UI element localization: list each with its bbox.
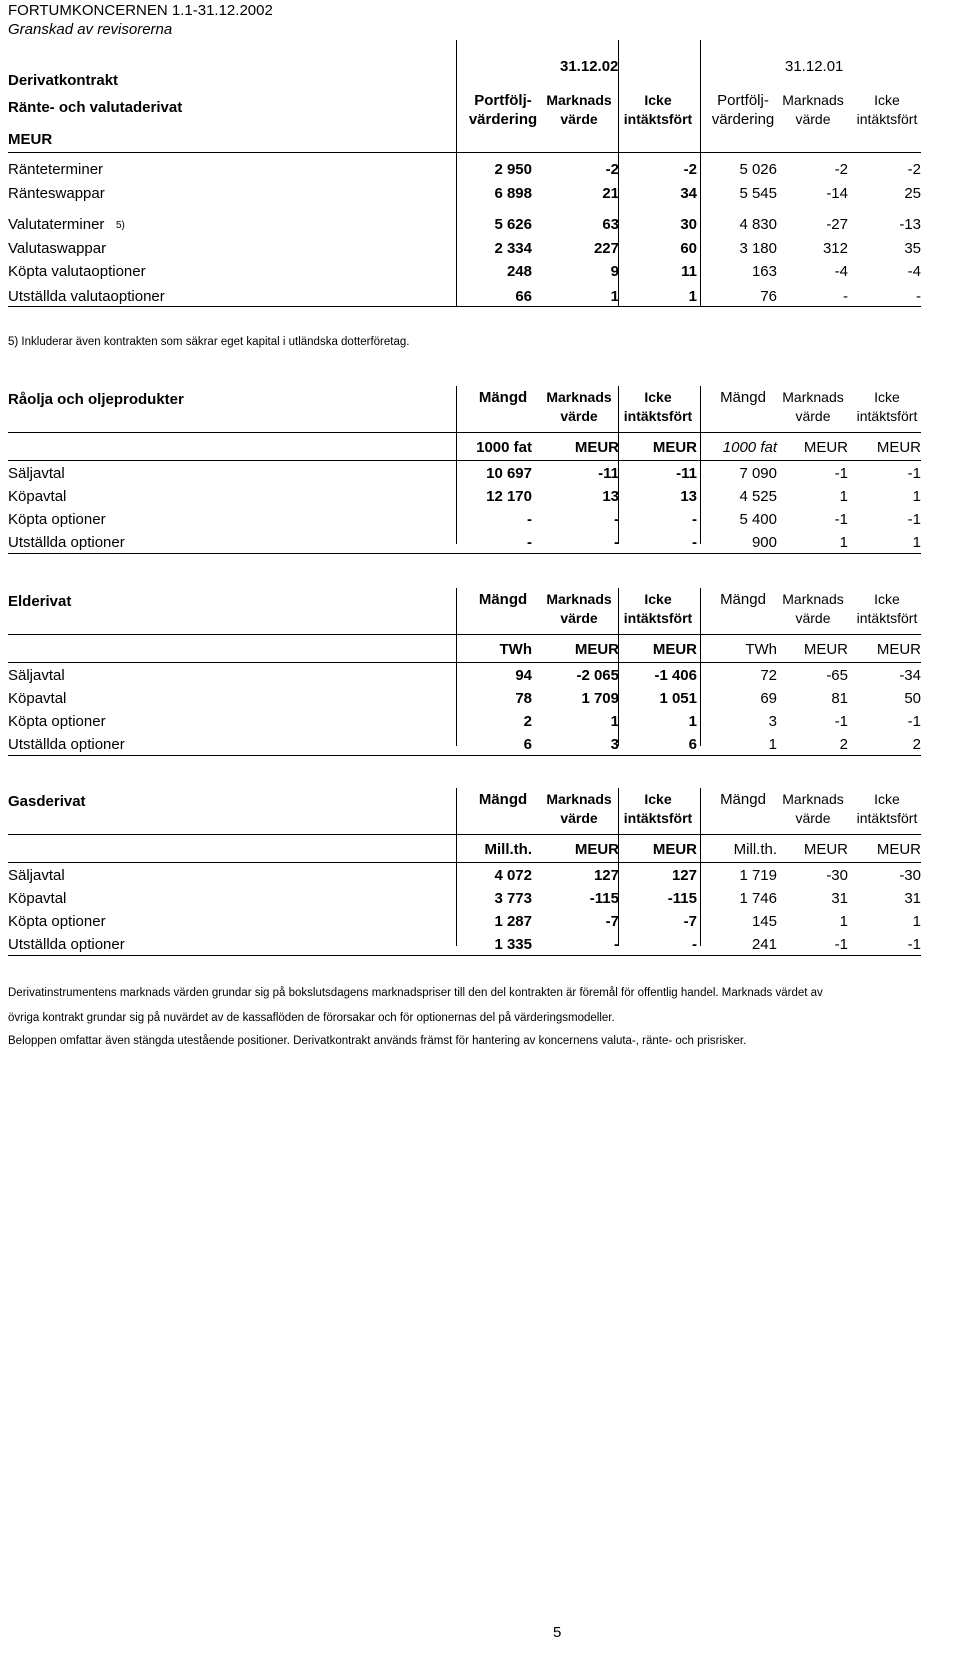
table-cell: -1	[907, 511, 921, 528]
column-header: Portfölj-	[717, 92, 769, 109]
column-header: Marknads	[782, 389, 844, 405]
table-cell: -11	[598, 465, 619, 482]
table-cell: 145	[751, 913, 777, 930]
column-header: Marknads	[546, 92, 612, 108]
table-cell: 60	[680, 240, 697, 257]
section-title: Gasderivat	[8, 793, 86, 810]
table-cell: 3 773	[494, 890, 532, 907]
row-footnote-ref: 5)	[116, 220, 125, 231]
column-header: Mängd	[478, 791, 528, 808]
table-cell: 31	[831, 890, 848, 907]
table-cell: 6	[523, 736, 532, 753]
column-header: Icke	[644, 791, 672, 807]
table-cell: 1 709	[581, 690, 619, 707]
table-cell: -11	[676, 465, 697, 482]
table-cell: 9	[610, 263, 619, 280]
section-title: Elderivat	[8, 593, 72, 610]
column-header: Mängd	[478, 389, 528, 406]
table-cell: -7	[605, 913, 619, 930]
table-cell: 6 898	[494, 185, 532, 202]
page-number: 5	[553, 1624, 562, 1641]
table-cell: 81	[831, 690, 848, 707]
table-cell: -2 065	[576, 667, 619, 684]
row-label: Ränteswappar	[8, 185, 105, 202]
table-cell: 312	[822, 240, 848, 257]
column-header: Marknads	[782, 92, 844, 108]
table-cell: 1	[912, 534, 921, 551]
row-label: Köpavtal	[8, 488, 67, 505]
table-cell: 127	[671, 867, 697, 884]
unit-cell: MEUR	[574, 841, 619, 858]
unit-cell: Mill.th.	[484, 841, 532, 858]
table-cell: 13	[602, 488, 619, 505]
row-label: Säljavtal	[8, 667, 65, 684]
column-header-line2: värde	[560, 408, 598, 424]
footnote: 5) Inkluderar även kontrakten som säkrar eget kapital i utländska dotterföretag.	[8, 336, 410, 348]
table-cell: 6	[688, 736, 697, 753]
table-cell: -	[614, 511, 619, 528]
row-label: Utställda optioner	[8, 534, 125, 551]
table-cell: -27	[826, 216, 848, 233]
table-cell: -	[916, 288, 921, 305]
column-header-line2: värde	[560, 810, 598, 826]
unit-rule	[8, 460, 921, 461]
column-header-line2: värdering	[711, 111, 775, 128]
unit-cell: MEUR	[574, 641, 619, 658]
column-header: Icke	[874, 791, 900, 807]
column-header-line2: intäktsfört	[623, 408, 693, 424]
unit-cell: MEUR	[803, 641, 848, 658]
column-header: Portfölj-	[474, 92, 532, 109]
explanatory-note: Beloppen omfattar även stängda utestående positioner. Derivatkontrakt används främst för hantering av koncernens valuta-, ränte- och prisrisker.	[8, 1035, 747, 1047]
column-header: Icke	[874, 389, 900, 405]
table-cell: 1 051	[659, 690, 697, 707]
row-label: Säljavtal	[8, 465, 65, 482]
table-cell: -	[614, 936, 619, 953]
table-cell: -1	[907, 713, 921, 730]
table-cell: 69	[760, 690, 777, 707]
table-cell: 21	[602, 185, 619, 202]
row-label: Köpta optioner	[8, 713, 106, 730]
table-cell: 248	[506, 263, 532, 280]
table-cell: -115	[589, 890, 619, 907]
table-cell: 241	[751, 936, 777, 953]
table-cell: -34	[899, 667, 921, 684]
column-header: Mängd	[720, 591, 766, 608]
table-cell: 4 072	[494, 867, 532, 884]
table-cell: 4 830	[739, 216, 777, 233]
table-cell: -4	[834, 263, 848, 280]
unit-cell: MEUR	[803, 841, 848, 858]
table-cell: 2	[523, 713, 532, 730]
column-header-line2: värde	[795, 408, 831, 424]
table-cell: 1	[839, 534, 848, 551]
table-cell: -13	[899, 216, 921, 233]
table-cell: 900	[751, 534, 777, 551]
table-cell: -1	[834, 713, 848, 730]
table-cell: 1	[912, 488, 921, 505]
row-label: Köpavtal	[8, 690, 67, 707]
column-header-line2: värde	[795, 810, 831, 826]
section-label: Derivatkontrakt	[8, 72, 119, 89]
table-cell: -	[527, 534, 532, 551]
column-header: Marknads	[546, 591, 612, 607]
table-cell: -1 406	[654, 667, 697, 684]
column-header: Mängd	[720, 389, 766, 406]
date-2002: 31.12.02	[560, 58, 619, 75]
table-cell: -30	[826, 867, 848, 884]
table-cell: 1	[839, 913, 848, 930]
row-label: Utställda valutaoptioner	[8, 288, 165, 305]
table-cell: 10 697	[486, 465, 532, 482]
table-cell: 5 400	[739, 511, 777, 528]
table-cell: -30	[899, 867, 921, 884]
table-cell: 1	[688, 713, 697, 730]
table-cell: -	[692, 936, 697, 953]
unit-cell: MEUR	[876, 641, 921, 658]
table-cell: 31	[904, 890, 921, 907]
table-cell: 50	[904, 690, 921, 707]
column-header-line2: intäktsfört	[856, 610, 918, 626]
table-cell: 1	[768, 736, 777, 753]
table-cell: -2	[834, 161, 848, 178]
header-rule	[8, 432, 921, 433]
audit-subtitle: Granskad av revisorerna	[8, 21, 173, 38]
column-header: Mängd	[478, 591, 528, 608]
column-header-line2: värdering	[468, 111, 538, 128]
table-cell: -1	[834, 511, 848, 528]
table-cell: 25	[904, 185, 921, 202]
table-cell: 35	[904, 240, 921, 257]
column-header: Icke	[874, 591, 900, 607]
table-cell: 1 719	[739, 867, 777, 884]
table-cell: 11	[681, 263, 697, 280]
header-rule	[8, 834, 921, 835]
column-header: Icke	[874, 92, 900, 108]
table-cell: -	[692, 511, 697, 528]
section-sublabel: Ränte- och valutaderivat	[8, 99, 183, 116]
table-cell: 5 026	[739, 161, 777, 178]
table-cell: -115	[667, 890, 697, 907]
column-header: Icke	[644, 389, 672, 405]
table-cell: 5 545	[739, 185, 777, 202]
row-label: Köpta valutaoptioner	[8, 263, 146, 280]
table-bottom-rule	[8, 955, 921, 956]
table-cell: -14	[826, 185, 848, 202]
table-cell: -2	[907, 161, 921, 178]
table-cell: 2 950	[494, 161, 532, 178]
table-cell: 227	[593, 240, 619, 257]
table-cell: 1	[610, 713, 619, 730]
table-cell: 3	[610, 736, 619, 753]
table-cell: -1	[907, 465, 921, 482]
row-label: Utställda optioner	[8, 736, 125, 753]
unit-cell: MEUR	[876, 841, 921, 858]
unit-cell: MEUR	[803, 439, 848, 456]
column-header: Marknads	[782, 591, 844, 607]
table-cell: 163	[751, 263, 777, 280]
row-label: Valutaterminer	[8, 216, 105, 233]
table-cell: -2	[683, 161, 697, 178]
row-label: Säljavtal	[8, 867, 65, 884]
unit-cell: TWh	[745, 641, 777, 658]
unit-rule	[8, 662, 921, 663]
table-cell: -7	[683, 913, 697, 930]
table-cell: -	[527, 511, 532, 528]
unit-cell: TWh	[499, 641, 532, 658]
unit-cell: MEUR	[652, 841, 697, 858]
unit-cell: MEUR	[876, 439, 921, 456]
row-label: Ränteterminer	[8, 161, 104, 178]
table-cell: 1	[610, 288, 619, 305]
table-cell: -65	[826, 667, 848, 684]
column-header: Marknads	[546, 389, 612, 405]
explanatory-note: Derivatinstrumentens marknads värden grundar sig på bokslutsdagens marknadspriser till den del kontrakten är föremål för offentlig handel. Marknads värdet av	[8, 987, 823, 999]
column-header-line2: intäktsfört	[623, 810, 693, 826]
table-cell: 12 170	[486, 488, 532, 505]
table-cell: -	[843, 288, 848, 305]
column-header: Marknads	[782, 791, 844, 807]
table-cell: -4	[907, 263, 921, 280]
table-cell: -1	[907, 936, 921, 953]
table-cell: -	[614, 534, 619, 551]
unit-cell: MEUR	[652, 439, 697, 456]
company-title: FORTUMKONCERNEN 1.1-31.12.2002	[8, 2, 273, 19]
column-header-line2: intäktsfört	[623, 610, 693, 626]
table-bottom-rule	[8, 306, 921, 307]
table-cell: 3	[768, 713, 777, 730]
row-label: Köpta optioner	[8, 511, 106, 528]
explanatory-note: övriga kontrakt grundar sig på nuvärdet av de kassaflöden de förorsakar och för optionernas del på värderingsmodeller.	[8, 1012, 615, 1024]
row-label: Utställda optioner	[8, 936, 125, 953]
column-header-line2: värde	[795, 610, 831, 626]
table-cell: -	[692, 534, 697, 551]
column-header-line2: värde	[560, 610, 598, 626]
column-header-line2: intäktsfört	[856, 111, 918, 127]
table-cell: 1	[912, 913, 921, 930]
table-cell: 63	[602, 216, 619, 233]
unit-label: MEUR	[8, 131, 53, 148]
table-bottom-rule	[8, 553, 921, 554]
table-cell: -1	[834, 936, 848, 953]
table-cell: 1 746	[739, 890, 777, 907]
column-header: Marknads	[546, 791, 612, 807]
table-cell: 2	[839, 736, 848, 753]
table-cell: 2	[912, 736, 921, 753]
table-cell: 13	[680, 488, 697, 505]
unit-cell: MEUR	[574, 439, 619, 456]
table-bottom-rule	[8, 755, 921, 756]
table-cell: 1 335	[494, 936, 532, 953]
column-header: Mängd	[720, 791, 766, 808]
unit-rule	[8, 862, 921, 863]
table-cell: 3 180	[739, 240, 777, 257]
table-cell: 1	[688, 288, 697, 305]
row-label: Köpavtal	[8, 890, 67, 907]
table-cell: 30	[680, 216, 697, 233]
table-cell: -2	[605, 161, 619, 178]
table-cell: 66	[515, 288, 532, 305]
table-cell: 94	[515, 667, 532, 684]
table-cell: 72	[760, 667, 777, 684]
column-header-line2: intäktsfört	[623, 111, 693, 127]
table-cell: -1	[834, 465, 848, 482]
header-rule	[8, 152, 921, 153]
row-label: Valutaswappar	[8, 240, 107, 257]
unit-cell: MEUR	[652, 641, 697, 658]
column-header-line2: intäktsfört	[856, 408, 918, 424]
section-title: Råolja och oljeprodukter	[8, 391, 184, 408]
unit-cell: Mill.th.	[733, 841, 777, 858]
table-cell: 1 287	[494, 913, 532, 930]
unit-cell: 1000 fat	[722, 439, 777, 456]
row-label: Köpta optioner	[8, 913, 106, 930]
column-header-line2: intäktsfört	[856, 810, 918, 826]
table-cell: 1	[839, 488, 848, 505]
table-cell: 2 334	[494, 240, 532, 257]
table-cell: 76	[760, 288, 777, 305]
table-cell: 127	[593, 867, 619, 884]
table-cell: 7 090	[739, 465, 777, 482]
header-rule	[8, 634, 921, 635]
column-header-line2: värde	[795, 111, 831, 127]
table-cell: 4 525	[739, 488, 777, 505]
column-header: Icke	[644, 92, 672, 108]
table-cell: 5 626	[494, 216, 532, 233]
column-header: Icke	[644, 591, 672, 607]
table-cell: 34	[680, 185, 697, 202]
table-cell: 78	[515, 690, 532, 707]
date-2001: 31.12.01	[785, 58, 844, 75]
column-header-line2: värde	[560, 111, 598, 127]
unit-cell: 1000 fat	[476, 439, 532, 456]
